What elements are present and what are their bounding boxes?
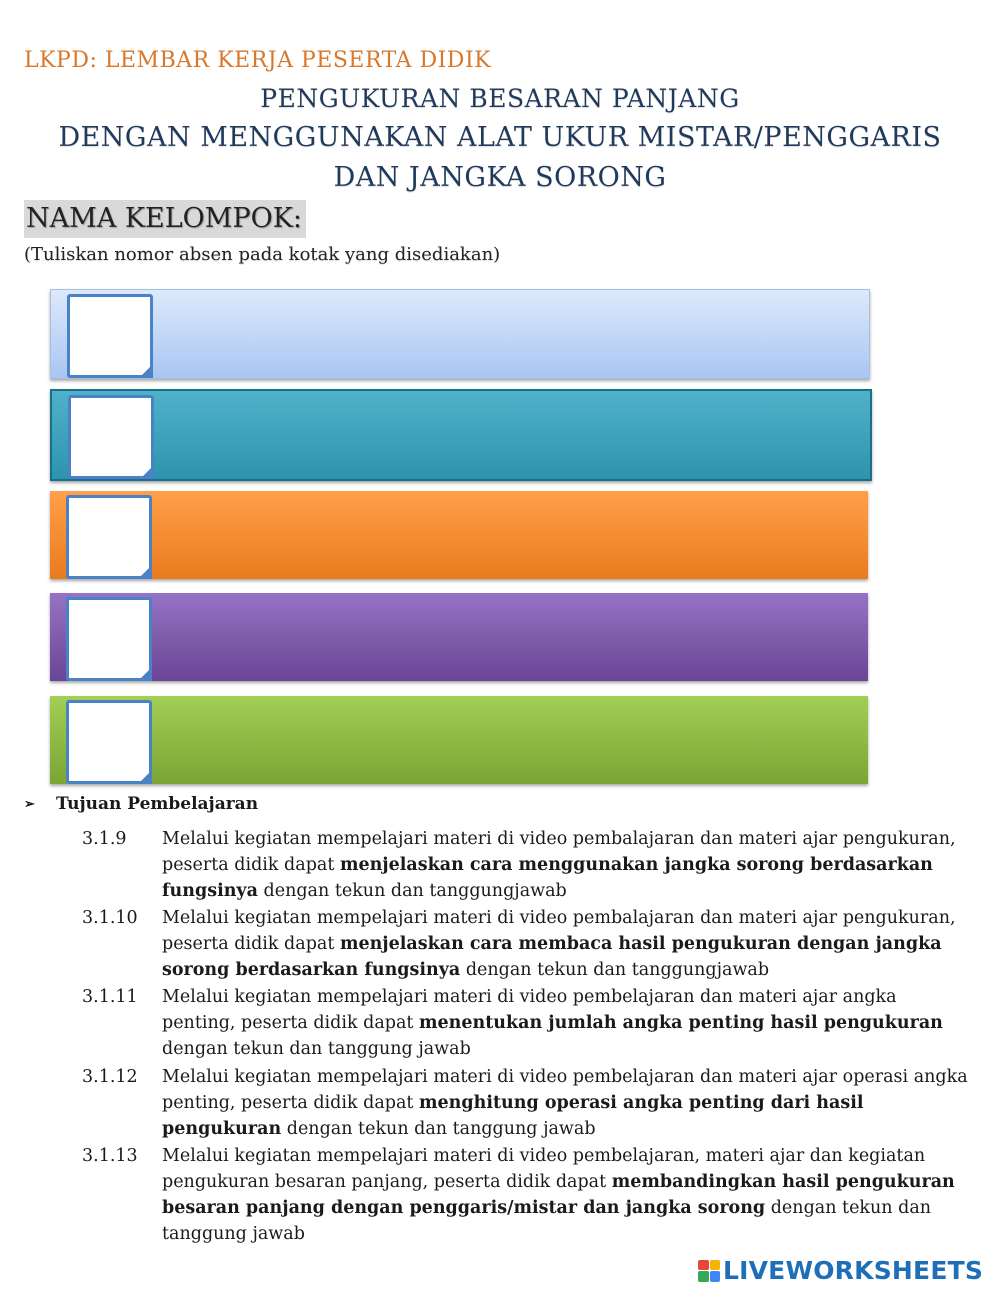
- group-instruction: (Tuliskan nomor absen pada kotak yang disediakan): [24, 244, 501, 265]
- member-number-box-2[interactable]: [68, 395, 154, 479]
- objective-number: 3.1.11: [82, 987, 138, 1007]
- objective-text: [162, 1064, 972, 1142]
- member-number-box-1[interactable]: [67, 294, 153, 378]
- objective-text-plain: Melalui kegiatan mempelajari materi di video pembelajaran, materi ajar dan kegiatan pengukuran besaran panjang, peserta didik dapat: [162, 1146, 926, 1192]
- group-member-bar-5: [50, 696, 868, 784]
- objective-text-plain: dengan tekun dan tanggung jawab: [281, 1119, 596, 1139]
- objective-text: [162, 826, 972, 904]
- objective-text-emphasis: menentukan jumlah angka penting hasil pengukuran: [418, 1013, 943, 1033]
- objective-text-emphasis: menghitung operasi angka penting dari hasil pengukuran: [162, 1093, 864, 1139]
- objective-number: 3.1.10: [82, 908, 138, 928]
- objective-number: 3.1.12: [82, 1067, 138, 1087]
- objective-item: [82, 826, 972, 904]
- group-member-bar-4: [50, 593, 868, 681]
- objective-text-plain: dengan tekun dan tanggung jawab: [162, 1039, 471, 1059]
- worksheet-label: LKPD: LEMBAR KERJA PESERTA DIDIK: [24, 48, 492, 73]
- page-title-line-1: PENGUKURAN BESARAN PANJANG: [260, 84, 740, 113]
- group-name-heading: NAMA KELOMPOK:: [24, 200, 306, 238]
- objective-text-emphasis: membandingkan hasil pengukuran besaran panjang dengan penggaris/mistar dan jangka sorong: [162, 1172, 955, 1218]
- group-member-bar-3: [50, 491, 868, 579]
- objective-text: [162, 984, 972, 1062]
- objective-text-plain: Melalui kegiatan mempelajari materi di video pembelajaran dan materi ajar angka penting, peserta didik dapat: [162, 987, 897, 1033]
- objective-item: [82, 905, 972, 983]
- live-badge-icon: [698, 1260, 720, 1282]
- objectives-heading-label: Tujuan Pembelajaran: [56, 794, 259, 814]
- page-title-line-3: DAN JANGKA SORONG: [333, 162, 667, 193]
- member-number-box-4[interactable]: [66, 597, 152, 681]
- objective-item: [82, 984, 972, 1062]
- objective-item: [82, 1143, 972, 1247]
- arrow-bullet-icon: ➢: [24, 796, 35, 812]
- objective-text-plain: Melalui kegiatan mempelajari materi di video pembalajaran dan materi ajar pengukuran, peserta didik dapat: [162, 908, 956, 954]
- objective-text-emphasis: menjelaskan cara membaca hasil pengukuran dengan jangka sorong berdasarkan fungsinya: [162, 934, 942, 980]
- objective-text-plain: Melalui kegiatan mempelajari materi di video pembalajaran dan materi ajar pengukuran, peserta didik dapat: [162, 829, 956, 875]
- objective-text-emphasis: menjelaskan cara menggunakan jangka sorong berdasarkan fungsinya: [162, 855, 933, 901]
- group-member-bar-2: [50, 389, 872, 481]
- member-number-box-5[interactable]: [66, 700, 152, 784]
- objective-text-plain: dengan tekun dan tanggung jawab: [162, 1198, 932, 1244]
- logo-wordmark: LIVEWORKSHEETS: [723, 1256, 984, 1285]
- objective-text-plain: Melalui kegiatan mempelajari materi di video pembelajaran dan materi ajar operasi angka penting, peserta didik dapat: [162, 1067, 968, 1113]
- objective-text-plain: dengan tekun dan tanggungjawab: [257, 881, 567, 901]
- objectives-heading: [24, 794, 258, 814]
- objective-number: 3.1.13: [82, 1146, 138, 1166]
- objective-number: 3.1.9: [82, 829, 127, 849]
- liveworksheets-logo: [698, 1256, 983, 1285]
- objective-item: [82, 1064, 972, 1142]
- group-member-bar-1: [50, 289, 870, 379]
- objective-text: [162, 905, 972, 983]
- page-title-line-2: DENGAN MENGGUNAKAN ALAT UKUR MISTAR/PENGGARIS: [58, 122, 942, 153]
- objective-text-plain: dengan tekun dan tanggungjawab: [460, 960, 770, 980]
- member-number-box-3[interactable]: [66, 495, 152, 579]
- objective-text: [162, 1143, 972, 1247]
